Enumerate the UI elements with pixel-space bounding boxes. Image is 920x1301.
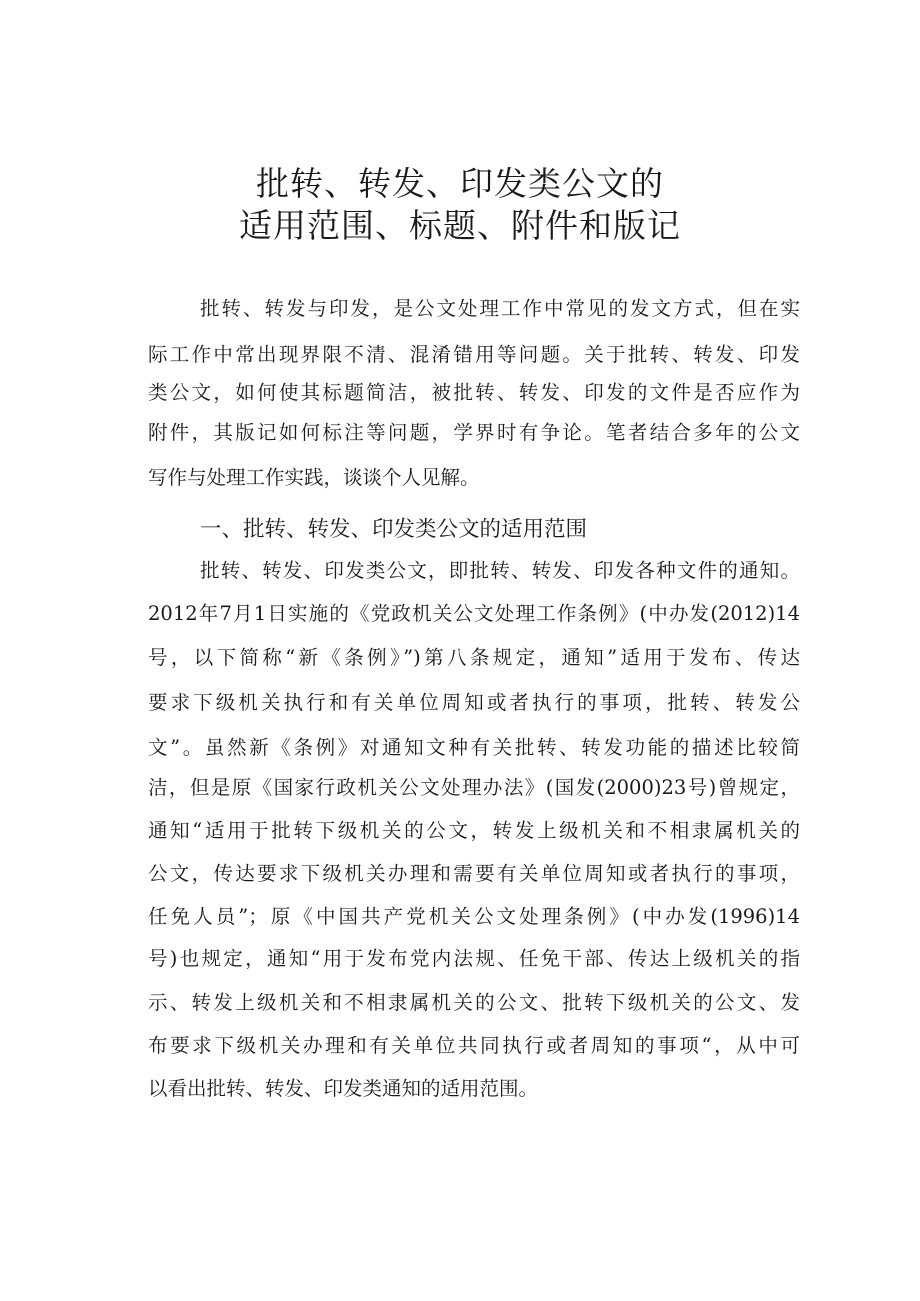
intro-line: 批转、转发与印发，是公文处理工作中常见的发文方式，但在实: [200, 297, 800, 320]
section-1-line: 批转、转发、印发类公文，即批转、转发、印发各种文件的通知。: [200, 559, 800, 582]
document-title-line-2: 适用范围、标题、附件和版记: [239, 206, 681, 245]
section-1-line: 通知“适用于批转下级机关的公文，转发上级机关和不相隶属机关的: [148, 819, 800, 842]
section-1-line: 洁，但是原《国家行政机关公文处理办法》(国发(2000)23号)曾规定，: [148, 776, 800, 799]
section-1-line: 号，以下简称“新《条例》”)第八条规定，通知”适用于发布、传达: [148, 646, 800, 669]
section-1-line: 公文，传达要求下级机关办理和需要有关单位周知或者执行的事项，: [148, 862, 800, 885]
intro-line: 写作与处理工作实践，谈谈个人见解。: [148, 466, 480, 489]
section-1-line: 任免人员”；原《中国共产党机关公文处理条例》(中办发(1996)14: [148, 905, 800, 928]
section-1-line: 示、转发上级机关和不相隶属机关的公文、批转下级机关的公文、发: [148, 991, 800, 1014]
section-1-heading: 一、批转、转发、印发类公文的适用范围: [200, 517, 588, 542]
section-1-line: 布要求下级机关办理和有关单位共同执行或者周知的事项“，从中可: [148, 1034, 800, 1057]
section-1-line: 要求下级机关执行和有关单位周知或者执行的事项，批转、转发公: [148, 691, 800, 714]
intro-line: 类公文，如何使其标题简洁，被批转、转发、印发的文件是否应作为: [148, 381, 800, 404]
intro-line: 际工作中常出现界限不清、混淆错用等问题。关于批转、转发、印发: [148, 343, 800, 366]
section-1-line: 文”。虽然新《条例》对通知文种有关批转、转发功能的描述比较简: [148, 736, 800, 759]
section-1-line: 号)也规定，通知“用于发布党内法规、任免干部、传达上级机关的指: [148, 947, 800, 970]
document-title-line-1: 批转、转发、印发类公文的: [256, 164, 664, 203]
intro-line: 附件，其版记如何标注等问题，学界时有争论。笔者结合多年的公文: [148, 421, 800, 444]
section-1-line: 以看出批转、转发、印发类通知的适用范围。: [148, 1077, 539, 1100]
section-1-line: 2012年7月1日实施的《党政机关公文处理工作条例》(中办发(2012)14: [148, 602, 800, 625]
